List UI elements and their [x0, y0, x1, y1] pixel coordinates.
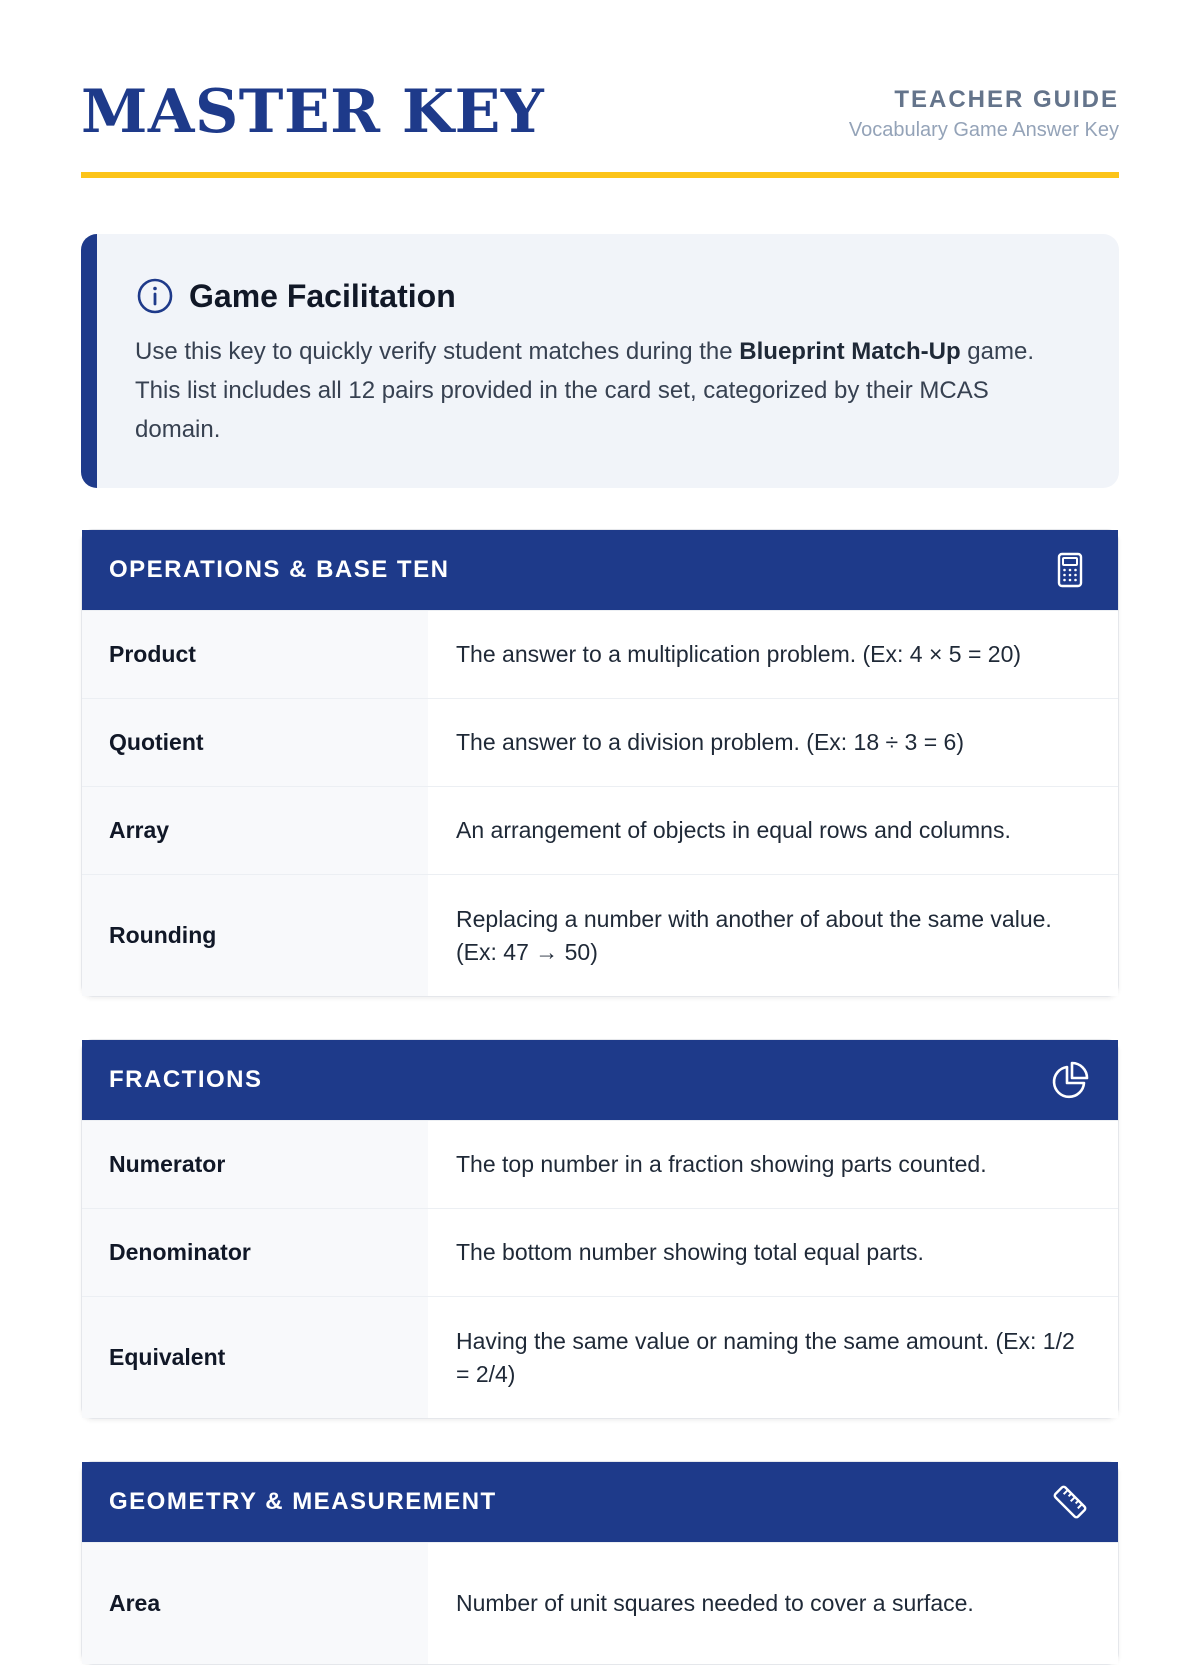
section-title: FRACTIONS [109, 1066, 263, 1093]
callout-text-start: Use this key to quickly verify student matches during the [135, 338, 740, 365]
section-fractions [81, 1039, 1119, 1419]
table-row [82, 874, 1118, 996]
page-header [81, 78, 1119, 178]
term-cell: Quotient [82, 699, 428, 786]
callout-title-row [135, 276, 1079, 316]
calculator-icon [1050, 550, 1090, 590]
term-cell: Product [82, 611, 428, 698]
section-operations [81, 529, 1119, 997]
definition-cell: The answer to a division problem. (Ex: 18 ÷ 3 = 6) [428, 699, 1118, 786]
callout-text [135, 332, 1079, 449]
definition-cell: An arrangement of objects in equal rows and columns. [428, 787, 1118, 874]
callout-heading: Game Facilitation [189, 277, 456, 314]
section-header [82, 1462, 1118, 1542]
ruler-icon [1050, 1482, 1090, 1522]
table-row [82, 698, 1118, 786]
definition-cell: Number of unit squares needed to cover a surface. [428, 1543, 1118, 1664]
table-row [82, 610, 1118, 698]
definition-cell: The bottom number showing total equal parts. [428, 1209, 1118, 1296]
section-title: GEOMETRY & MEASUREMENT [109, 1488, 497, 1515]
definition-cell: The answer to a multiplication problem. (Ex: 4 × 5 = 20) [428, 611, 1118, 698]
guide-subtitle: Vocabulary Game Answer Key [848, 119, 1119, 142]
guide-info [849, 87, 1119, 142]
definition-cell: Replacing a number with another of about the same value. (Ex: 47 → 50) [428, 875, 1118, 996]
pie-chart-icon [1050, 1060, 1090, 1100]
section-header [82, 530, 1118, 610]
term-cell: Array [82, 787, 428, 874]
term-cell: Equivalent [82, 1297, 428, 1418]
definition-cell: Having the same value or naming the same amount. (Ex: 1/2 = 2/4) [428, 1297, 1118, 1418]
section-title: OPERATIONS & BASE TEN [109, 556, 450, 583]
section-geometry [81, 1461, 1119, 1665]
term-cell: Rounding [82, 875, 428, 996]
table-row [82, 1296, 1118, 1418]
table-row [82, 1208, 1118, 1296]
term-cell: Numerator [82, 1121, 428, 1208]
callout-text-end: game. This list includes all 12 pairs provided in the card set, categorized by their MCAS domain. [135, 338, 1034, 443]
table-row [82, 786, 1118, 874]
page-title: MASTER KEY [81, 77, 545, 147]
term-cell: Area [82, 1543, 428, 1664]
table-row [82, 1542, 1118, 1664]
term-cell: Denominator [82, 1209, 428, 1296]
table-row [82, 1120, 1118, 1208]
guide-label: TEACHER GUIDE [894, 86, 1119, 113]
facilitation-callout [81, 234, 1119, 488]
info-icon [135, 276, 175, 316]
game-name: Blueprint Match-Up [739, 338, 961, 365]
section-header [82, 1040, 1118, 1120]
definition-cell: The top number in a fraction showing parts counted. [428, 1121, 1118, 1208]
